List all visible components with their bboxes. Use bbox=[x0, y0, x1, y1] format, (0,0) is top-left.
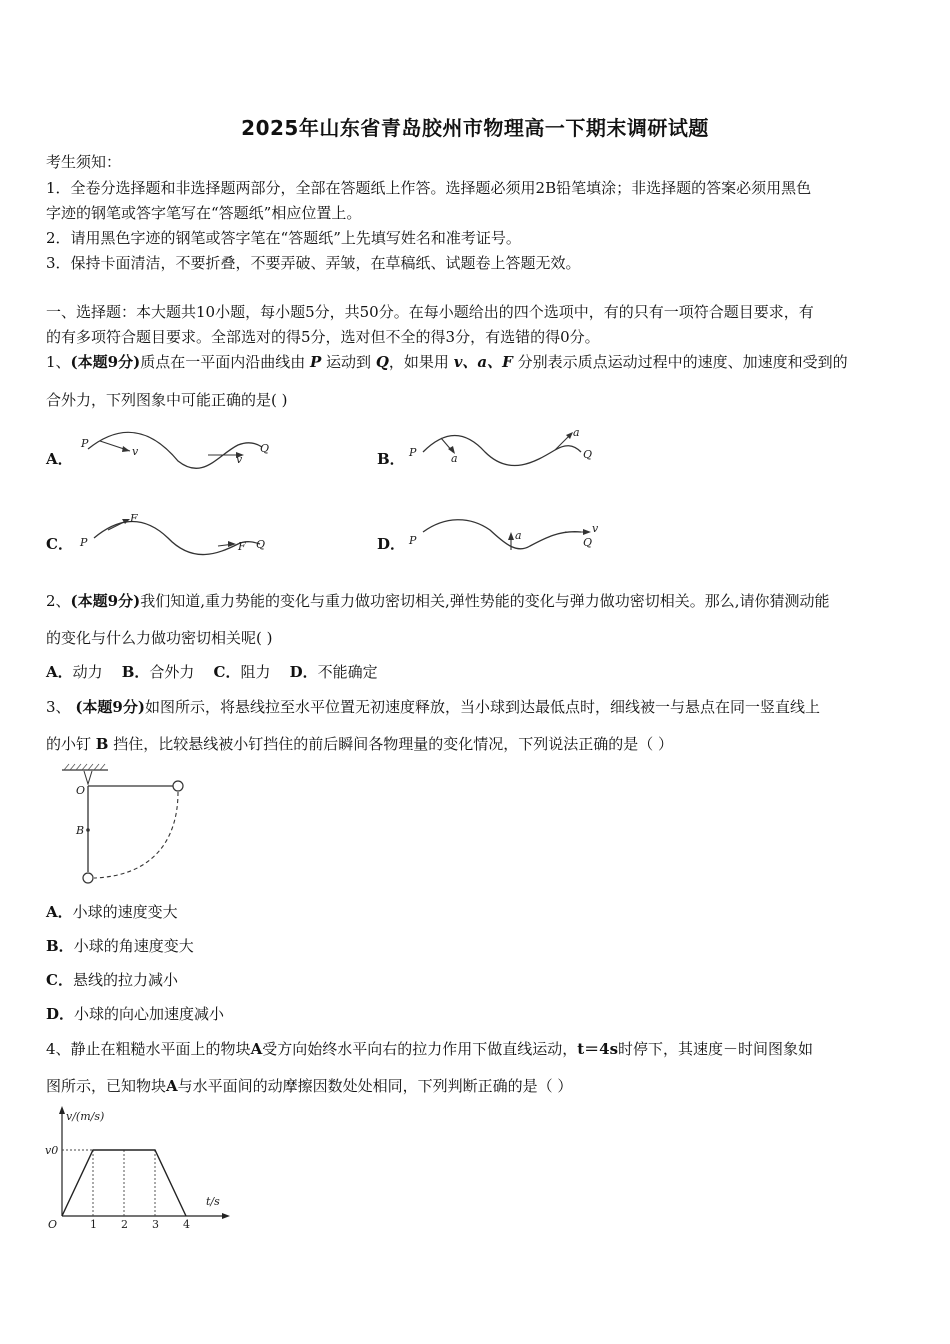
label-p: P bbox=[409, 534, 417, 547]
option-text: 阻力 bbox=[240, 663, 271, 681]
option-label: C． bbox=[46, 971, 73, 989]
question-2-stem bbox=[46, 591, 830, 611]
label-f: F bbox=[130, 512, 138, 525]
notice-item: 1．全卷分选择题和非选择题两部分，全部在答题纸上作答。选择题必须用2B铅笔填涂；非选择题的答案必须用黑色 bbox=[46, 179, 812, 197]
question-1-stem bbox=[46, 352, 848, 372]
question-2-options bbox=[46, 662, 378, 682]
option-text: 动力 bbox=[72, 663, 103, 681]
x-tick-label: 2 bbox=[121, 1218, 128, 1231]
var-q: Q bbox=[375, 353, 389, 371]
label-f: F bbox=[238, 540, 246, 553]
question-text: 挡住，比较悬线被小钉挡住的前后瞬间各物理量的变化情况，下列说法正确的是（ ） bbox=[113, 735, 674, 753]
question-number: 2、 bbox=[46, 592, 71, 610]
question-text: 与水平面间的动摩擦因数处处相同，下列判断正确的是（ ） bbox=[177, 1077, 573, 1095]
x-tick-label: 3 bbox=[152, 1218, 159, 1231]
option-text: 悬线的拉力减小 bbox=[72, 971, 178, 989]
option-label: A． bbox=[46, 903, 73, 921]
option-c[interactable] bbox=[46, 970, 178, 990]
label-a: a bbox=[451, 452, 458, 465]
question-number: 1、 bbox=[46, 353, 71, 371]
question-score: (本题9分) bbox=[70, 592, 141, 610]
var-a: A bbox=[250, 1040, 263, 1058]
question-2-stem-line2: 的变化与什么力做功密切相关呢( ) bbox=[46, 629, 273, 647]
x-tick-label: 1 bbox=[90, 1218, 97, 1231]
option-c-diagram[interactable] bbox=[78, 510, 278, 565]
option-d-label[interactable]: D． bbox=[377, 535, 406, 553]
question-score: (本题9分) bbox=[75, 698, 145, 716]
origin-label: O bbox=[48, 1218, 58, 1231]
y-axis-label: v/(m/s) bbox=[66, 1110, 105, 1123]
option-c-label[interactable]: C． bbox=[46, 535, 73, 553]
label-q: Q bbox=[256, 538, 266, 551]
option-a[interactable] bbox=[46, 663, 103, 681]
option-d-diagram[interactable] bbox=[405, 510, 605, 565]
section-heading: 一、选择题：本大题共10小题，每小题5分，共50分。在每小题给出的四个选项中，有的只有一项符合题目要求，有 bbox=[46, 303, 814, 321]
option-text: 小球的速度变大 bbox=[72, 903, 178, 921]
question-text: 静止在粗糙水平面上的物块 bbox=[70, 1040, 251, 1058]
label-v: v bbox=[132, 445, 139, 458]
var-t: t＝4s bbox=[577, 1040, 619, 1058]
question-3-stem bbox=[46, 697, 820, 717]
notice-item: 2．请用黑色字迹的钢笔或答字笔在“答题纸”上先填写姓名和准考证号。 bbox=[46, 229, 521, 247]
question-4-stem-line2 bbox=[46, 1076, 572, 1096]
label-q: Q bbox=[260, 442, 270, 455]
question-text: 如图所示，将悬线拉至水平位置无初速度释放，当小球到达最低点时，细线被一与悬点在同一竖直线上 bbox=[144, 698, 820, 716]
page-title: 2025年山东省青岛胶州市物理高一下期末调研试题 bbox=[241, 116, 709, 140]
question-4-stem bbox=[46, 1039, 813, 1059]
question-text: 我们知道,重力势能的变化与重力做功密切相关,弹性势能的变化与弹力做功密切相关。那么,请你猜测动能 bbox=[140, 592, 830, 610]
label-b: B bbox=[76, 824, 85, 837]
option-a[interactable] bbox=[46, 902, 178, 922]
velocity-time-chart bbox=[44, 1104, 234, 1231]
label-v: v bbox=[592, 522, 599, 535]
x-axis-label: t/s bbox=[206, 1195, 220, 1208]
option-a-label[interactable]: A． bbox=[46, 450, 73, 468]
option-d[interactable] bbox=[290, 663, 378, 681]
question-1-stem-line2: 合外力，下列图象中可能正确的是( ) bbox=[46, 391, 288, 409]
label-p: P bbox=[80, 536, 88, 549]
var-a: A bbox=[166, 1077, 178, 1095]
question-text: ，如果用 bbox=[388, 353, 449, 371]
option-label: A． bbox=[46, 663, 73, 681]
question-number: 3、 bbox=[46, 698, 71, 716]
pendulum-figure bbox=[56, 762, 206, 890]
option-b-label[interactable]: B． bbox=[377, 450, 405, 468]
option-label: B． bbox=[46, 937, 74, 955]
option-a-diagram[interactable] bbox=[78, 425, 278, 475]
label-p: P bbox=[81, 437, 89, 450]
question-text: 分别表示质点运动过程中的速度、加速度和受到的 bbox=[517, 353, 848, 371]
label-a: a bbox=[573, 426, 580, 439]
question-3-stem-line2 bbox=[46, 734, 673, 754]
option-label: D． bbox=[289, 663, 318, 681]
y-tick-label: v0 bbox=[45, 1144, 59, 1157]
option-text: 不能确定 bbox=[317, 663, 378, 681]
question-number: 4、 bbox=[46, 1040, 71, 1058]
label-p: P bbox=[409, 446, 417, 459]
option-b-diagram[interactable] bbox=[405, 422, 605, 477]
option-label: C． bbox=[213, 663, 241, 681]
question-text: 图所示，已知物块 bbox=[46, 1077, 167, 1095]
option-d[interactable] bbox=[46, 1004, 224, 1024]
option-label: B． bbox=[121, 663, 150, 681]
label-o: O bbox=[76, 784, 86, 797]
option-c[interactable] bbox=[214, 663, 271, 681]
option-text: 小球的向心加速度减小 bbox=[74, 1005, 225, 1023]
question-text: 运动到 bbox=[326, 353, 372, 371]
question-text: 质点在一平面内沿曲线由 bbox=[140, 353, 306, 371]
label-q: Q bbox=[583, 448, 593, 461]
notice-heading: 考生须知： bbox=[46, 153, 122, 171]
option-text: 小球的角速度变大 bbox=[73, 937, 194, 955]
label-v: v bbox=[236, 453, 243, 466]
question-text: 受方向始终水平向右的拉力作用下做直线运动， bbox=[262, 1040, 578, 1058]
question-text: 的小钉 bbox=[46, 735, 92, 753]
notice-item: 3．保持卡面清洁，不要折叠，不要弄破、弄皱，在草稿纸、试题卷上答题无效。 bbox=[46, 254, 581, 272]
notice-item: 字迹的钢笔或答字笔写在“答题纸”相应位置上。 bbox=[46, 204, 362, 222]
section-text: 的有多项符合题目要求。全部选对的得5分，选对但不全的得3分，有选错的得0分。 bbox=[46, 328, 600, 346]
question-text: 时停下，其速度－时间图象如 bbox=[618, 1040, 814, 1058]
question-score: (本题9分) bbox=[70, 353, 141, 371]
option-text: 合外力 bbox=[149, 663, 195, 681]
option-b[interactable] bbox=[46, 936, 194, 956]
x-tick-label: 4 bbox=[183, 1218, 190, 1231]
var-p: P bbox=[309, 353, 322, 371]
var-list: v、a、F bbox=[453, 353, 513, 371]
label-q: Q bbox=[583, 536, 593, 549]
label-a: a bbox=[515, 529, 522, 542]
option-b[interactable] bbox=[122, 663, 195, 681]
var-b: B bbox=[95, 735, 109, 753]
option-label: D． bbox=[46, 1005, 75, 1023]
